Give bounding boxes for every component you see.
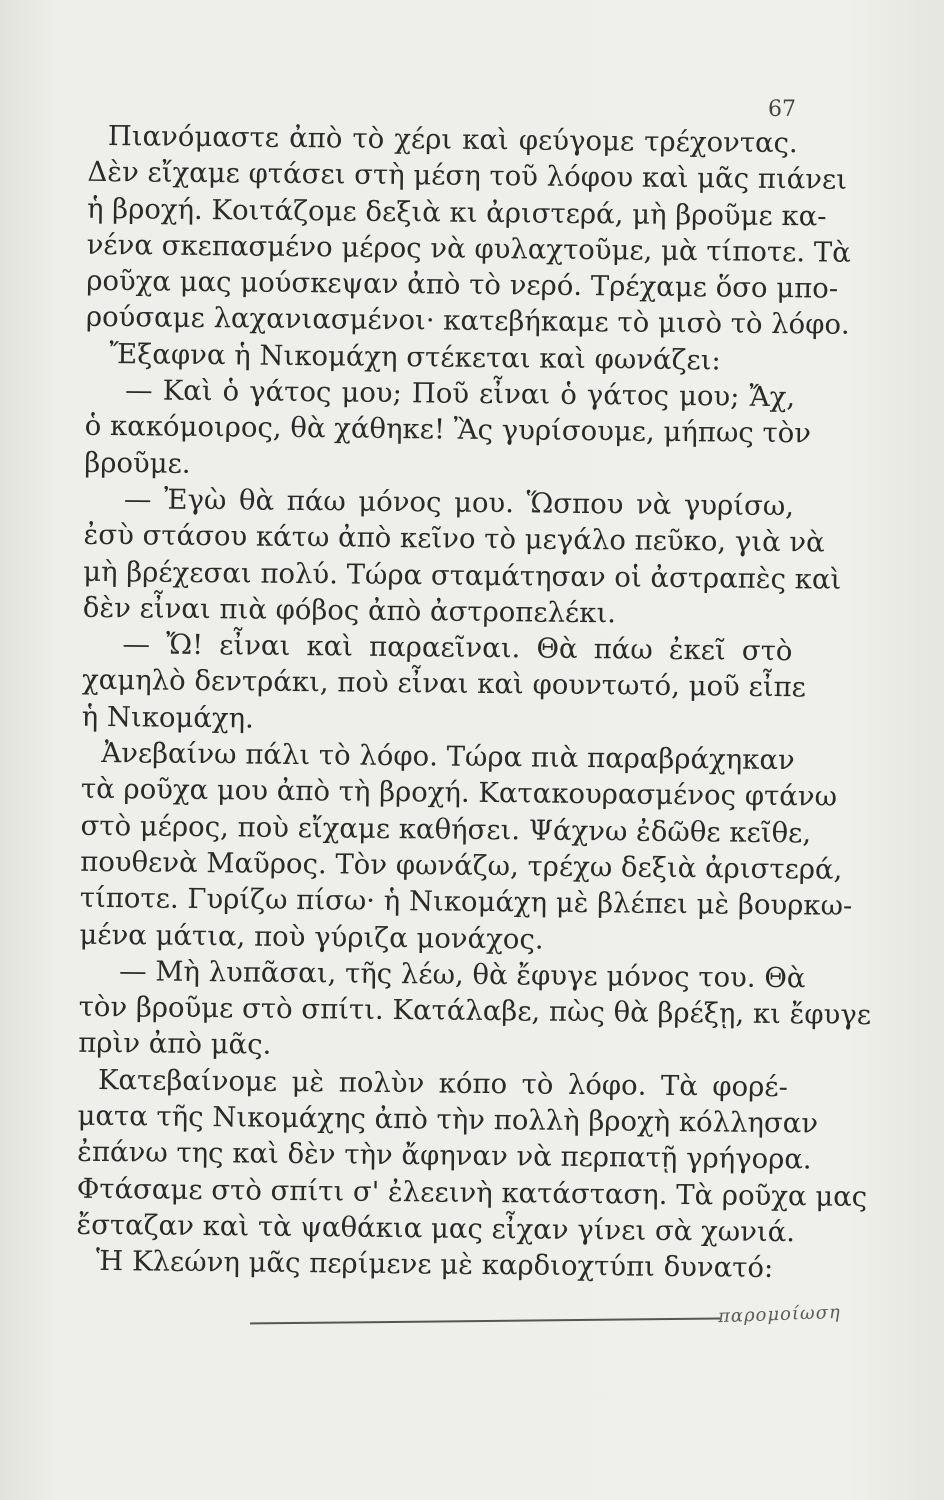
text-line: ἡ Νικομάχη. bbox=[81, 700, 255, 735]
text-line: ρούσαμε λαχανιασμένοι· κατεβήκαμε τὸ μισὸ τὸ λόφο. bbox=[85, 301, 850, 342]
text-line: Κατεβαίνομε μὲ πολὺν κόπο τὸ λόφο. Τὰ φορέ- bbox=[97, 1063, 789, 1103]
page-number: 67 bbox=[768, 97, 796, 122]
text-line: στὸ μέρος, ποὺ εἴχαμε καθήσει. Ψάχνω ἐδῶθε κεῖθε, bbox=[80, 809, 812, 850]
text-line: ἔσταζαν καὶ τὰ ψαθάκια μας εἶχαν γίνει σὰ χωνιά. bbox=[76, 1208, 796, 1249]
text-line: ὁ κακόμοιρος, θὰ χάθηκε! Ἂς γυρίσουμε, μήπως τὸν bbox=[84, 410, 812, 450]
text-line: ἡ βροχή. Κοιτάζομε δεξιὰ κι ἀριστερά, μὴ βροῦμε κα- bbox=[86, 192, 827, 233]
text-line: πρὶν ἀπὸ μᾶς. bbox=[78, 1027, 272, 1062]
text-line: βροῦμε. bbox=[84, 446, 191, 480]
text-line: Ἀνεβαίνω πάλι τὸ λόφο. Τώρα πιὰ παραβράχηκαν bbox=[101, 737, 795, 777]
text-line: μένα μάτια, ποὺ γύριζα μονάχος. bbox=[79, 918, 544, 956]
handwritten-margin-note: παρομοίωση bbox=[717, 1301, 842, 1328]
text-line: Ἡ Κλεώνη μᾶς περίμενε μὲ καρδιοχτύπι δυνατό: bbox=[95, 1245, 774, 1285]
text-line: — Ἐγὼ θὰ πάω μόνος μου. Ὥσπου νὰ γυρίσω, bbox=[123, 483, 795, 523]
text-line: ροῦχα μας μούσκεψαν ἀπὸ τὸ νερό. Τρέχαμε ὅσο μπο- bbox=[86, 264, 839, 305]
text-line: — Μὴ λυπᾶσαι, τῆς λέω, θὰ ἔφυγε μόνος του. Θὰ bbox=[118, 954, 806, 995]
text-line: χαμηλὸ δεντράκι, ποὺ εἶναι καὶ φουντωτό, μοῦ εἶπε bbox=[81, 664, 807, 704]
text-line: Πιανόμαστε ἀπὸ τὸ χέρι καὶ φεύγομε τρέχοντας. bbox=[107, 119, 798, 160]
text-line: ἐσὺ στάσου κάτω ἀπὸ κεῖνο τὸ μεγάλο πεῦκο, γιὰ νὰ bbox=[83, 519, 825, 559]
text-line: Φτάσαμε στὸ σπίτι σ' ἐλεεινὴ κατάσταση. Τὰ ροῦχα μας bbox=[76, 1172, 868, 1213]
text-line: Δὲν εἴχαμε φτάσει στὴ μέση τοῦ λόφου καὶ μᾶς πιάνει bbox=[87, 156, 848, 197]
text-line: τίποτε. Γυρίζω πίσω· ἡ Νικομάχη μὲ βλέπει μὲ βουρκω- bbox=[79, 881, 853, 923]
text-line: Ἔξαφνα ἡ Νικομάχη στέκεται καὶ φωνάζει: bbox=[109, 337, 721, 377]
text-line: — Ὤ! εἶναι καὶ παραεῖναι. Θὰ πάω ἐκεῖ στὸ bbox=[122, 628, 793, 668]
text-line: τὰ ροῦχα μου ἀπὸ τὴ βροχή. Κατακουρασμένος φτάνω bbox=[80, 773, 838, 814]
text-line: πουθενὰ Μαῦρος. Τὸν φωνάζω, τρέχω δεξιὰ ἀριστερά, bbox=[80, 845, 843, 886]
text-line: τὸν βροῦμε στὸ σπίτι. Κατάλαβε, πὼς θὰ βρέξῃ, κι ἔφυγε bbox=[78, 990, 872, 1032]
body-text bbox=[76, 118, 872, 1287]
text-line: μὴ βρέχεσαι πολύ. Τώρα σταμάτησαν οἱ ἀστραπὲς καὶ bbox=[83, 555, 842, 596]
text-line: νένα σκεπασμένο μέρος νὰ φυλαχτοῦμε, μὰ τίποτε. Τὰ bbox=[86, 228, 851, 269]
text-line: δὲν εἶναι πιὰ φόβος ἀπὸ ἀστροπελέκι. bbox=[82, 591, 617, 630]
pencil-underline bbox=[250, 1318, 720, 1324]
text-line: — Καὶ ὁ γάτος μου; Ποῦ εἶναι ὁ γάτος μου; Ἄχ, bbox=[124, 374, 796, 414]
text-line: ματα τῆς Νικομάχης ἀπὸ τὴν πολλὴ βροχὴ κόλλησαν bbox=[77, 1099, 819, 1140]
text-line: ἐπάνω της καὶ δὲν τὴν ἄφηναν νὰ περπατῇ γρήγορα. bbox=[77, 1136, 812, 1176]
